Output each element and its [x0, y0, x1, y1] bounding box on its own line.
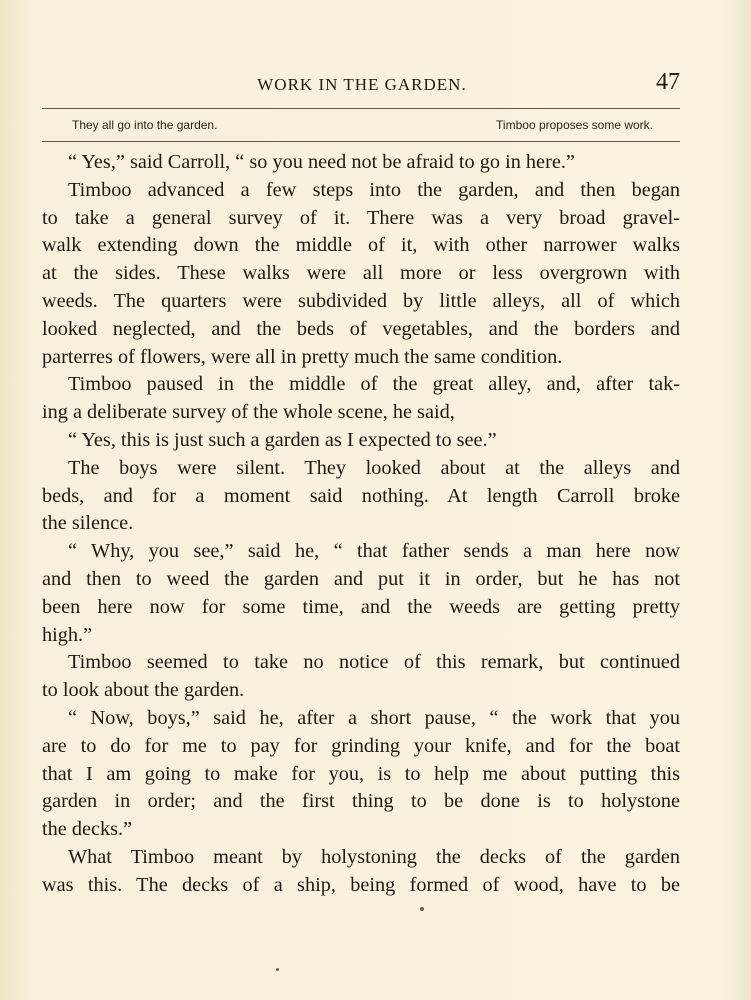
text-line: “ Yes, this is just such a garden as I expected to see.” [68, 428, 497, 451]
paper-speck [420, 907, 424, 911]
text-line: the silence. [42, 512, 134, 535]
text-line: What Timboo meant by holystoning the decks of the garden [68, 845, 680, 868]
text-line: garden in order; and the first thing to be done is to holystone [42, 790, 680, 813]
text-line: high.” [42, 623, 93, 646]
text-line: are to do for me to pay for grinding your knife, and for the boat [42, 734, 680, 757]
text-line: walk extending down the middle of it, with other narrower walks [42, 234, 680, 257]
text-line: “ Why, you see,” said he, “ that father sends a man here now [68, 540, 680, 563]
paper-speck [276, 968, 279, 971]
page-number: 47 [656, 69, 680, 95]
text-line: weeds. The quarters were subdivided by little alleys, all of which [42, 289, 680, 312]
text-line: “ Yes,” said Carroll, “ so you need not be afraid to go in here.” [68, 151, 575, 173]
text-line: The boys were silent. They looked about at the alleys and [68, 456, 680, 479]
text-line: that I am going to make for you, is to help me about putting this [42, 762, 680, 785]
text-line: parterres of flowers, were all in pretty much the same condition. [42, 345, 563, 368]
text-line: the decks.” [42, 818, 133, 841]
header-rule-bottom [42, 141, 680, 142]
text-line: looked neglected, and the beds of vegetables, and the borders and [42, 317, 680, 340]
running-head [42, 69, 682, 100]
text-line: ing a deliberate survey of the whole scene, he said, [42, 401, 455, 424]
text-line: “ Now, boys,” said he, after a short pause, “ the work that you [68, 706, 680, 729]
text-line: at the sides. These walks were all more or less overgrown with [42, 262, 680, 285]
text-line: beds, and for a moment said nothing. At length Carroll broke [42, 484, 680, 507]
text-line: to look about the garden. [42, 679, 245, 702]
body-text [42, 149, 680, 900]
text-line: been here now for some time, and the weeds are getting pretty [42, 595, 680, 618]
running-title: WORK IN THE GARDEN. [257, 75, 467, 94]
text-line: was this. The decks of a ship, being formed of wood, have to be [42, 873, 680, 896]
text-line: to take a general survey of it. There was a very broad gravel- [42, 206, 680, 229]
text-line: Timboo seemed to take no notice of this remark, but continued [68, 651, 680, 674]
text-line: and then to weed the garden and put it in order, but he has not [42, 567, 680, 590]
text-line: Timboo paused in the middle of the great alley, and, after tak- [68, 373, 680, 396]
text-line: Timboo advanced a few steps into the garden, and then began [68, 178, 680, 201]
side-note-left: They all go into the garden. [72, 118, 218, 132]
side-note-right: Timboo proposes some work. [496, 118, 653, 132]
header-rule-top [42, 108, 680, 109]
